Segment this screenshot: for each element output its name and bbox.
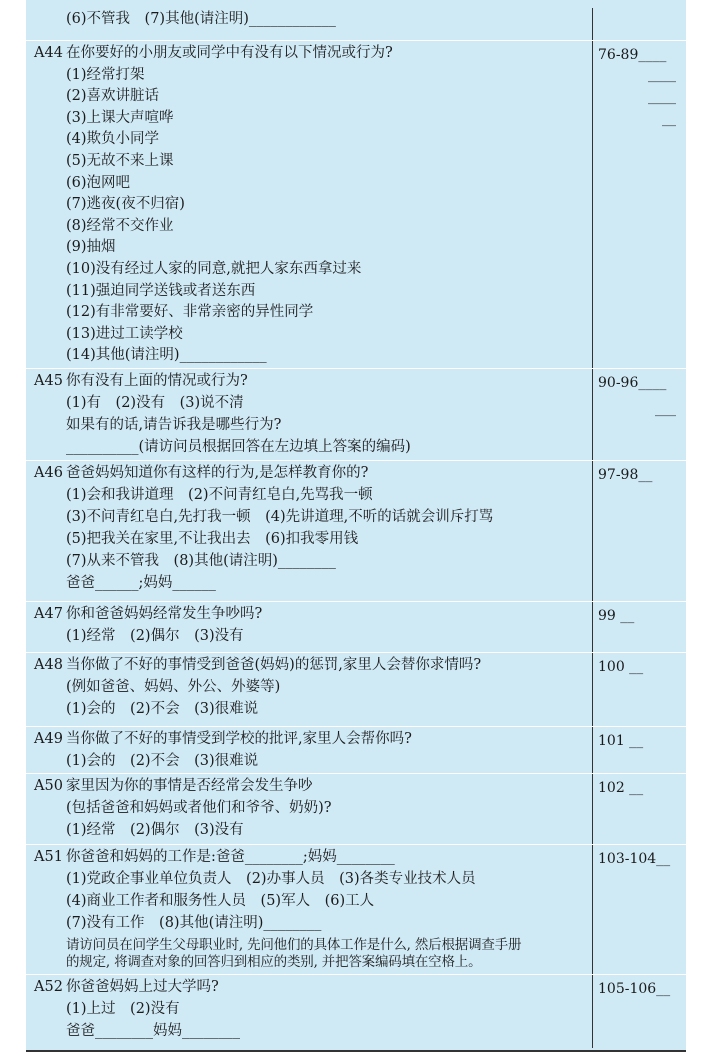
question-separator (26, 844, 592, 845)
option-text: (1)会和我讲道理 (2)不问青红皂白,先骂我一顿 (66, 487, 373, 503)
question-number: A50 (34, 778, 63, 794)
option-text: (1)会的 (2)不会 (3)很难说 (66, 753, 259, 769)
option-line (26, 912, 586, 934)
option-line (26, 951, 586, 973)
option-line (26, 280, 586, 302)
code-separator (592, 460, 686, 461)
option-line (26, 344, 586, 366)
answer-code-field: 99 __ (598, 608, 635, 624)
option-text: (4)欺负小同学 (66, 131, 160, 148)
code-separator (592, 601, 686, 602)
option-line (26, 572, 586, 594)
option-text: (12)有非常要好、非常亲密的异性同学 (66, 304, 314, 321)
code-separator (592, 40, 686, 41)
option-text: (7)没有工作 (8)其他(请注明)________ (66, 915, 322, 931)
option-text: (2)喜欢讲脏话 (66, 88, 160, 105)
question-number: A47 (34, 606, 63, 622)
answer-code-field: 76-89____ (598, 47, 667, 63)
option-line (26, 150, 586, 172)
question-text: 爸爸妈妈知道你有这样的行为,是怎样教育你的? (66, 465, 369, 481)
option-text: (10)没有经过人家的同意,就把人家东西拿过来 (66, 261, 362, 277)
option-line (26, 550, 586, 572)
question-separator (26, 368, 592, 369)
option-line (26, 414, 586, 436)
question-number: A52 (34, 979, 63, 995)
option-text: (1)有 (2)没有 (3)说不清 (66, 395, 244, 411)
option-line (26, 392, 586, 414)
option-text: (13)进过工读学校 (66, 325, 183, 342)
question-separator (26, 40, 592, 41)
question-text: 你爸爸和妈妈的工作是:爸爸________;妈妈________ (66, 849, 395, 865)
option-line (26, 436, 586, 458)
code-separator (592, 652, 686, 653)
question-header (26, 462, 586, 484)
answer-code-field: 90-96____ (598, 375, 667, 391)
option-line (26, 172, 586, 194)
question-separator (26, 460, 592, 461)
option-line (26, 236, 586, 258)
question-number: A48 (34, 657, 63, 673)
question-text: 在你要好的小朋友或同学中有没有以下情况或行为? (66, 45, 393, 61)
option-text: (7)逃夜(夜不归宿) (66, 196, 185, 213)
option-line (26, 323, 586, 345)
option-line (26, 301, 586, 323)
answer-code-field: 101 __ (598, 733, 644, 749)
option-line (26, 506, 586, 528)
question-text: 你爸爸妈妈上过大学吗? (66, 979, 219, 995)
option-line (26, 819, 586, 841)
option-line (26, 528, 586, 550)
question-separator (26, 726, 592, 727)
answer-code-blank: ___ (655, 401, 676, 417)
question-header (26, 42, 586, 64)
option-text: (5)把我关在家里,不让我出去 (6)扣我零用钱 (66, 531, 359, 547)
option-text: (11)强迫同学送钱或者送东西 (66, 282, 256, 299)
option-line (26, 625, 586, 647)
code-separator (592, 368, 686, 369)
interviewer-note: 请访问员在问学生父母职业时, 先问他们的具体工作是什么, 然后根据调查手册 (66, 937, 522, 953)
questionnaire-page (26, 0, 686, 1052)
question-header (26, 603, 586, 625)
question-text: 当你做了不好的事情受到学校的批评,家里人会帮你吗? (66, 731, 412, 747)
question-separator (26, 652, 592, 653)
option-text: (4)商业工作者和服务性人员 (5)军人 (6)工人 (66, 893, 375, 909)
option-line (26, 128, 586, 150)
option-text: (1)会的 (2)不会 (3)很难说 (66, 701, 259, 717)
code-separator (592, 844, 686, 845)
question-separator (26, 601, 592, 602)
code-separator (592, 726, 686, 727)
question-text: 家里因为你的事情是否经常会发生争吵 (66, 778, 313, 794)
question-separator (26, 773, 592, 774)
question-text: 你有没有上面的情况或行为? (66, 373, 248, 389)
option-line (26, 484, 586, 506)
option-text: (9)抽烟 (66, 239, 116, 256)
carryover-options-text: (6)不管我 (7)其他(请注明)____________ (66, 11, 336, 27)
code-separator (592, 974, 686, 975)
option-text: (1)上过 (2)没有 (66, 1001, 180, 1017)
option-line (26, 797, 586, 819)
option-line (26, 258, 586, 280)
interviewer-note: 的规定, 将调查对象的回答归到相应的类别, 并把答案编码填在空格上。 (66, 954, 482, 970)
option-text: (1)经常打架 (66, 66, 145, 83)
question-number: A49 (34, 731, 63, 747)
question-number: A46 (34, 465, 63, 481)
answer-code-field: 105-106__ (598, 981, 671, 997)
option-text: (7)从来不管我 (8)其他(请注明)________ (66, 553, 336, 569)
code-separator (592, 773, 686, 774)
option-text: (3)不问青红皂白,先打我一顿 (4)先讲道理,不听的话就会训斥打骂 (66, 509, 494, 525)
option-text: (14)其他(请注明)____________ (66, 347, 267, 364)
answer-code-blank: __ (662, 111, 676, 127)
question-header (26, 775, 586, 797)
option-line (26, 193, 586, 215)
option-text: (5)无故不来上课 (66, 153, 174, 169)
option-line (26, 676, 586, 698)
answer-code-field: 103-104__ (598, 851, 671, 867)
answer-code-field: 100 __ (598, 659, 644, 675)
option-text: (1)经常 (2)偶尔 (3)没有 (66, 822, 244, 838)
question-header (26, 728, 586, 750)
option-line (26, 890, 586, 912)
option-text: (1)经常 (2)偶尔 (3)没有 (66, 628, 244, 644)
option-line (26, 64, 586, 86)
code-column-divider (592, 8, 593, 1048)
option-line (26, 750, 586, 772)
option-text: 如果有的话,请告诉我是哪些行为? (66, 417, 282, 433)
question-number: A45 (34, 373, 63, 389)
option-text: __________(请访问员根据回答在左边填上答案的编码) (66, 439, 411, 455)
question-header (26, 370, 586, 392)
question-number: A44 (34, 45, 63, 61)
question-text: 你和爸爸妈妈经常发生争吵吗? (66, 606, 263, 622)
option-text: (1)党政企事业单位负责人 (2)办事人员 (3)各类专业技术人员 (66, 871, 476, 887)
option-line (26, 868, 586, 890)
option-text: (3)上课大声喧哗 (66, 109, 174, 126)
option-line (26, 698, 586, 720)
option-text: (6)泡网吧 (66, 174, 131, 191)
option-text: (包括爸爸和妈妈或者他们和爷爷、奶奶)? (66, 800, 332, 816)
option-text: 爸爸________妈妈________ (66, 1023, 240, 1039)
answer-code-field: 97-98__ (598, 467, 653, 483)
option-line (26, 998, 586, 1020)
answer-code-blank: ____ (648, 89, 676, 105)
answer-code-blank: ____ (648, 67, 676, 83)
option-line (26, 215, 586, 237)
option-text: (例如爸爸、妈妈、外公、外婆等) (66, 679, 281, 695)
option-line (26, 107, 586, 129)
option-text: 爸爸______;妈妈______ (66, 575, 216, 591)
question-text: 当你做了不好的事情受到爸爸(妈妈)的惩罚,家里人会替你求情吗? (66, 657, 482, 673)
option-text: (8)经常不交作业 (66, 217, 174, 234)
question-number: A51 (34, 849, 63, 865)
question-header (26, 654, 586, 676)
answer-code-field: 102 __ (598, 780, 644, 796)
question-separator (26, 974, 592, 975)
option-line (26, 85, 586, 107)
question-header (26, 976, 586, 998)
option-line (26, 1020, 586, 1042)
question-header (26, 846, 586, 868)
